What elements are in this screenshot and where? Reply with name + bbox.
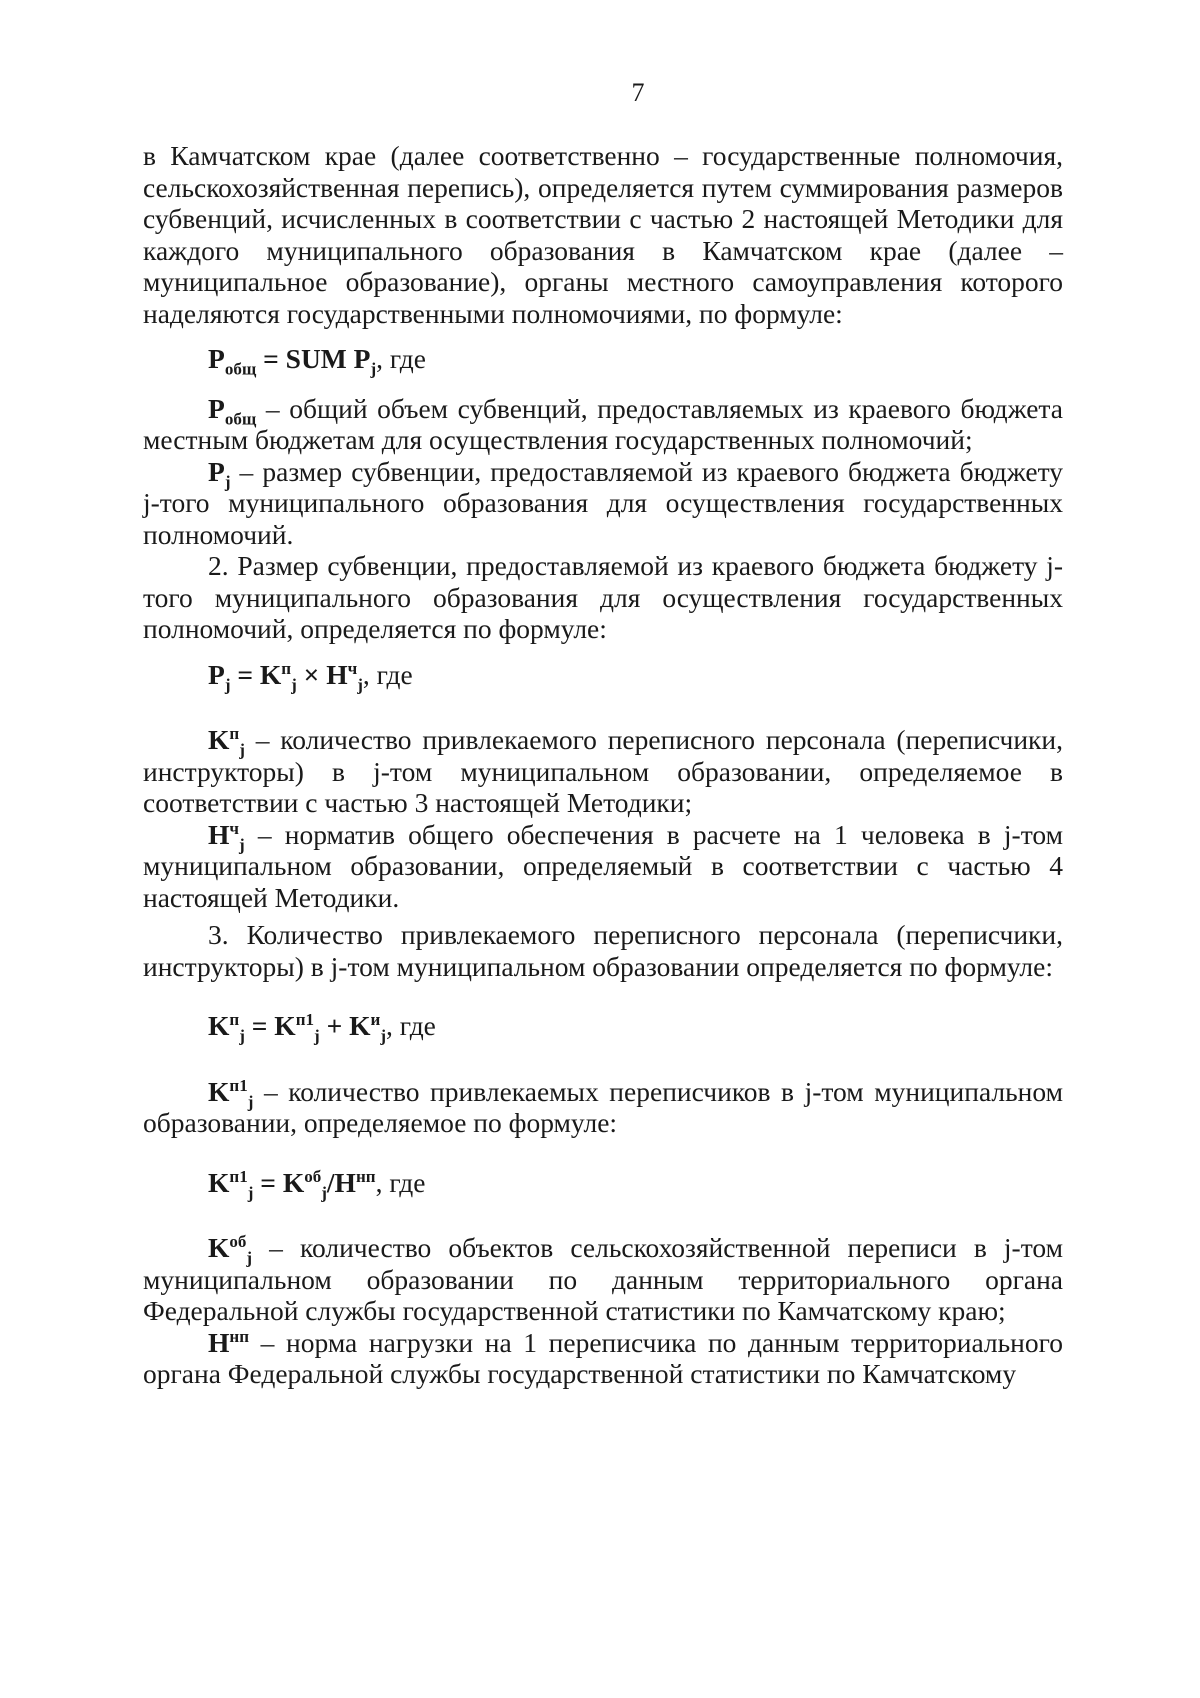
paragraph-intro: в Камчатском крае (далее соответственно – государственные полномочия, сельскохозяйственная перепись), определяется путем суммирования размеров субвенций, исчисленных в соответствии с частью 2 настоящей Методики для каждого муниципального образования в Камчатском крае (далее – муниципальное образование), органы местного самоуправления которого наделяются государственными полномочиями, по формуле:	[143, 140, 1063, 329]
paragraph-2: 2. Размер субвенции, предоставляемой из краевого бюджета бюджету j-того муниципального образования для осуществления государственных полномочий, определяется по формуле:	[143, 550, 1063, 644]
definition-hchj: $H^ч_j$ – норматив общего обеспечения в расчете на 1 человека в j-том муниципальном образовании, определяемый в соответствии с частью 4 настоящей Методики.	[143, 818, 1063, 913]
formula-pj: $P_j = K^п_j \times H^ч_j$, где	[208, 658, 413, 694]
definition-pj: $P_j$ – размер субвенции, предоставляемой из краевого бюджета бюджету j-того муниципального образования для осуществления государственных полномочий.	[143, 455, 1063, 550]
formula-kpj: $K^п_j = K^{п1}_j + K^и_j$, где	[208, 1009, 436, 1046]
document-body	[143, 140, 1063, 1390]
page-number: 7	[631, 78, 645, 107]
definition-p-total: $P_{общ}$ – общий объем субвенций, предоставляемых из краевого бюджета местным бюджетам для осуществления государственных полномочий;	[143, 392, 1063, 455]
definition-kobj: $K^{об}_j$ – количество объектов сельскохозяйственной переписи в j-том муниципальном образовании по данным территориального органа Федеральной службы государственной статистики по Камчатскому краю;	[143, 1231, 1063, 1326]
definition-kpj: $K^п_j$ – количество привлекаемого переписного персонала (переписчики, инструкторы) в j-том муниципальном образовании, определяемое в соответствии с частью 3 настоящей Методики;	[143, 723, 1063, 818]
definition-kp1j: $K^{п1}_j$ – количество привлекаемых переписчиков в j-том муниципальном образовании, определяемое по формуле:	[143, 1075, 1063, 1138]
formula-kp1j: $K^{п1}_j = K^{об}_j/H^{нп}$, где	[208, 1166, 426, 1202]
formula-p-total: $P_{общ}$ = SUM $P_j$, где	[208, 343, 426, 379]
paragraph-3: 3. Количество привлекаемого переписного персонала (переписчики, инструкторы) в j-том муниципальном образовании определяется по формуле:	[143, 919, 1063, 982]
definition-hnp: $H^{нп}$ – норма нагрузки на 1 переписчика по данным территориального органа Федеральной службы государственной статистики по Камчатскому	[143, 1326, 1063, 1389]
